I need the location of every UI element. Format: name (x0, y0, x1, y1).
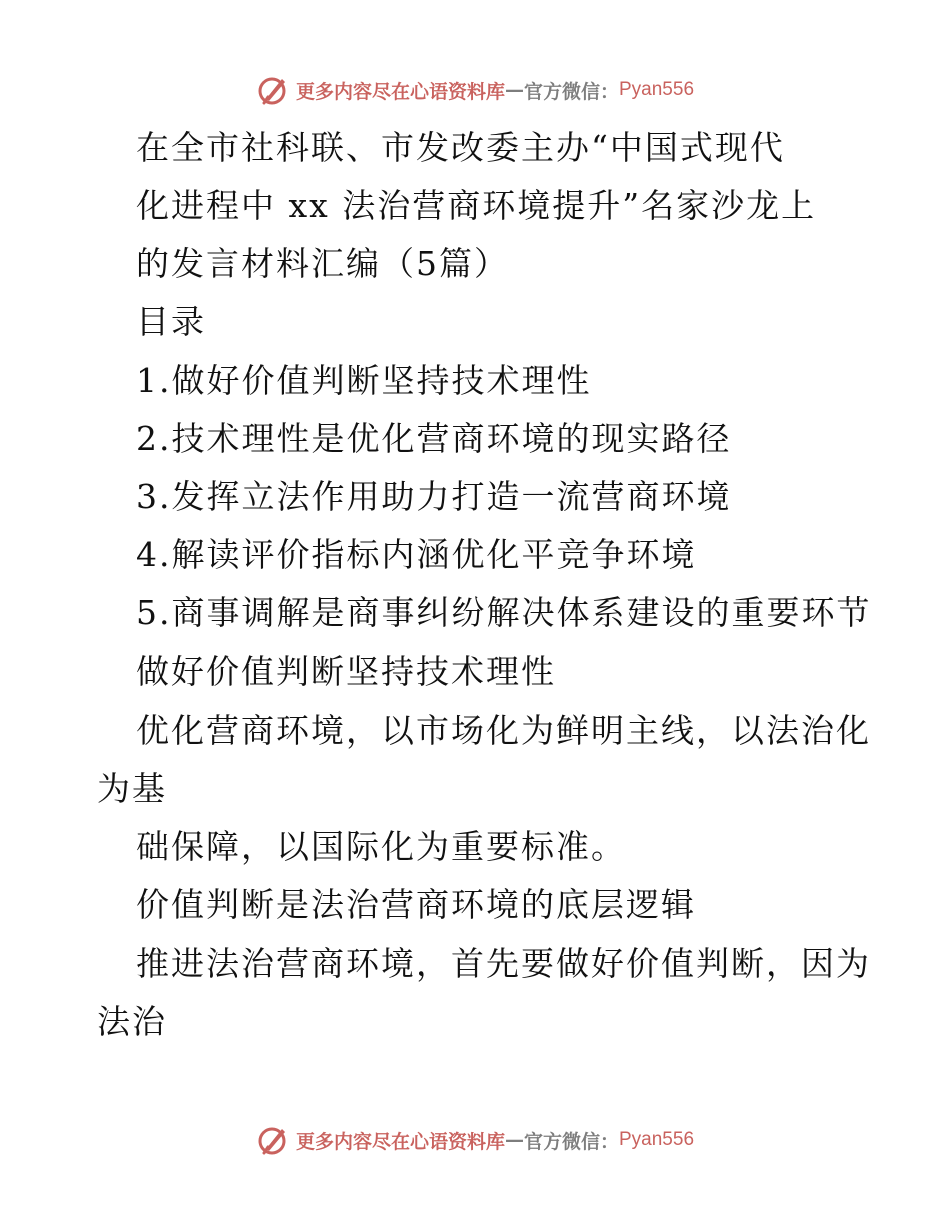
watermark-brand-text: 更多内容尽在心语资料库 (295, 1130, 505, 1153)
footer-watermark (0, 1120, 950, 1160)
watermark-brand-text: 更多内容尽在心语资料库 (295, 80, 505, 103)
title-line-2: 化进程中 xx 法治营商环境提升”名家沙龙上 (136, 186, 817, 225)
quill-pen-icon (256, 1123, 290, 1157)
quill-pen-icon (256, 73, 290, 107)
watermark-wechat-id: Pyan556 (619, 79, 695, 100)
watermark-official-text: 官方微信： (523, 80, 619, 103)
body-line-1: 优化营商环境，以市场化为鲜明主线，以法治化 (136, 711, 871, 750)
header-watermark (0, 70, 950, 110)
body-line-6: 法治 (97, 1002, 167, 1041)
body-line-3: 础保障，以国际化为重要标准。 (136, 827, 626, 866)
toc-item-2: 2.技术理性是优化营商环境的现实路径 (136, 419, 732, 458)
toc-item-1: 1.做好价值判断坚持技术理性 (136, 361, 592, 400)
watermark-dash: — (504, 79, 524, 101)
title-line-3: 的发言材料汇编（5篇） (136, 244, 509, 283)
toc-item-3: 3.发挥立法作用助力打造一流营商环境 (136, 477, 732, 516)
toc-item-4: 4.解读评价指标内涵优化平竞争环境 (136, 535, 697, 574)
toc-heading: 目录 (136, 302, 206, 341)
section-title: 做好价值判断坚持技术理性 (136, 652, 556, 691)
watermark-wechat-id: Pyan556 (619, 1129, 695, 1150)
watermark-dash: — (504, 1129, 524, 1151)
body-line-5: 推进法治营商环境，首先要做好价值判断，因为 (136, 944, 871, 983)
title-line-1: 在全市社科联、市发改委主办“中国式现代 (136, 128, 785, 167)
watermark-official-text: 官方微信： (523, 1130, 619, 1153)
body-line-4: 价值判断是法治营商环境的底层逻辑 (136, 885, 696, 924)
body-line-2: 为基 (97, 769, 167, 808)
toc-item-5: 5.商事调解是商事纠纷解决体系建设的重要环节 (136, 593, 872, 632)
